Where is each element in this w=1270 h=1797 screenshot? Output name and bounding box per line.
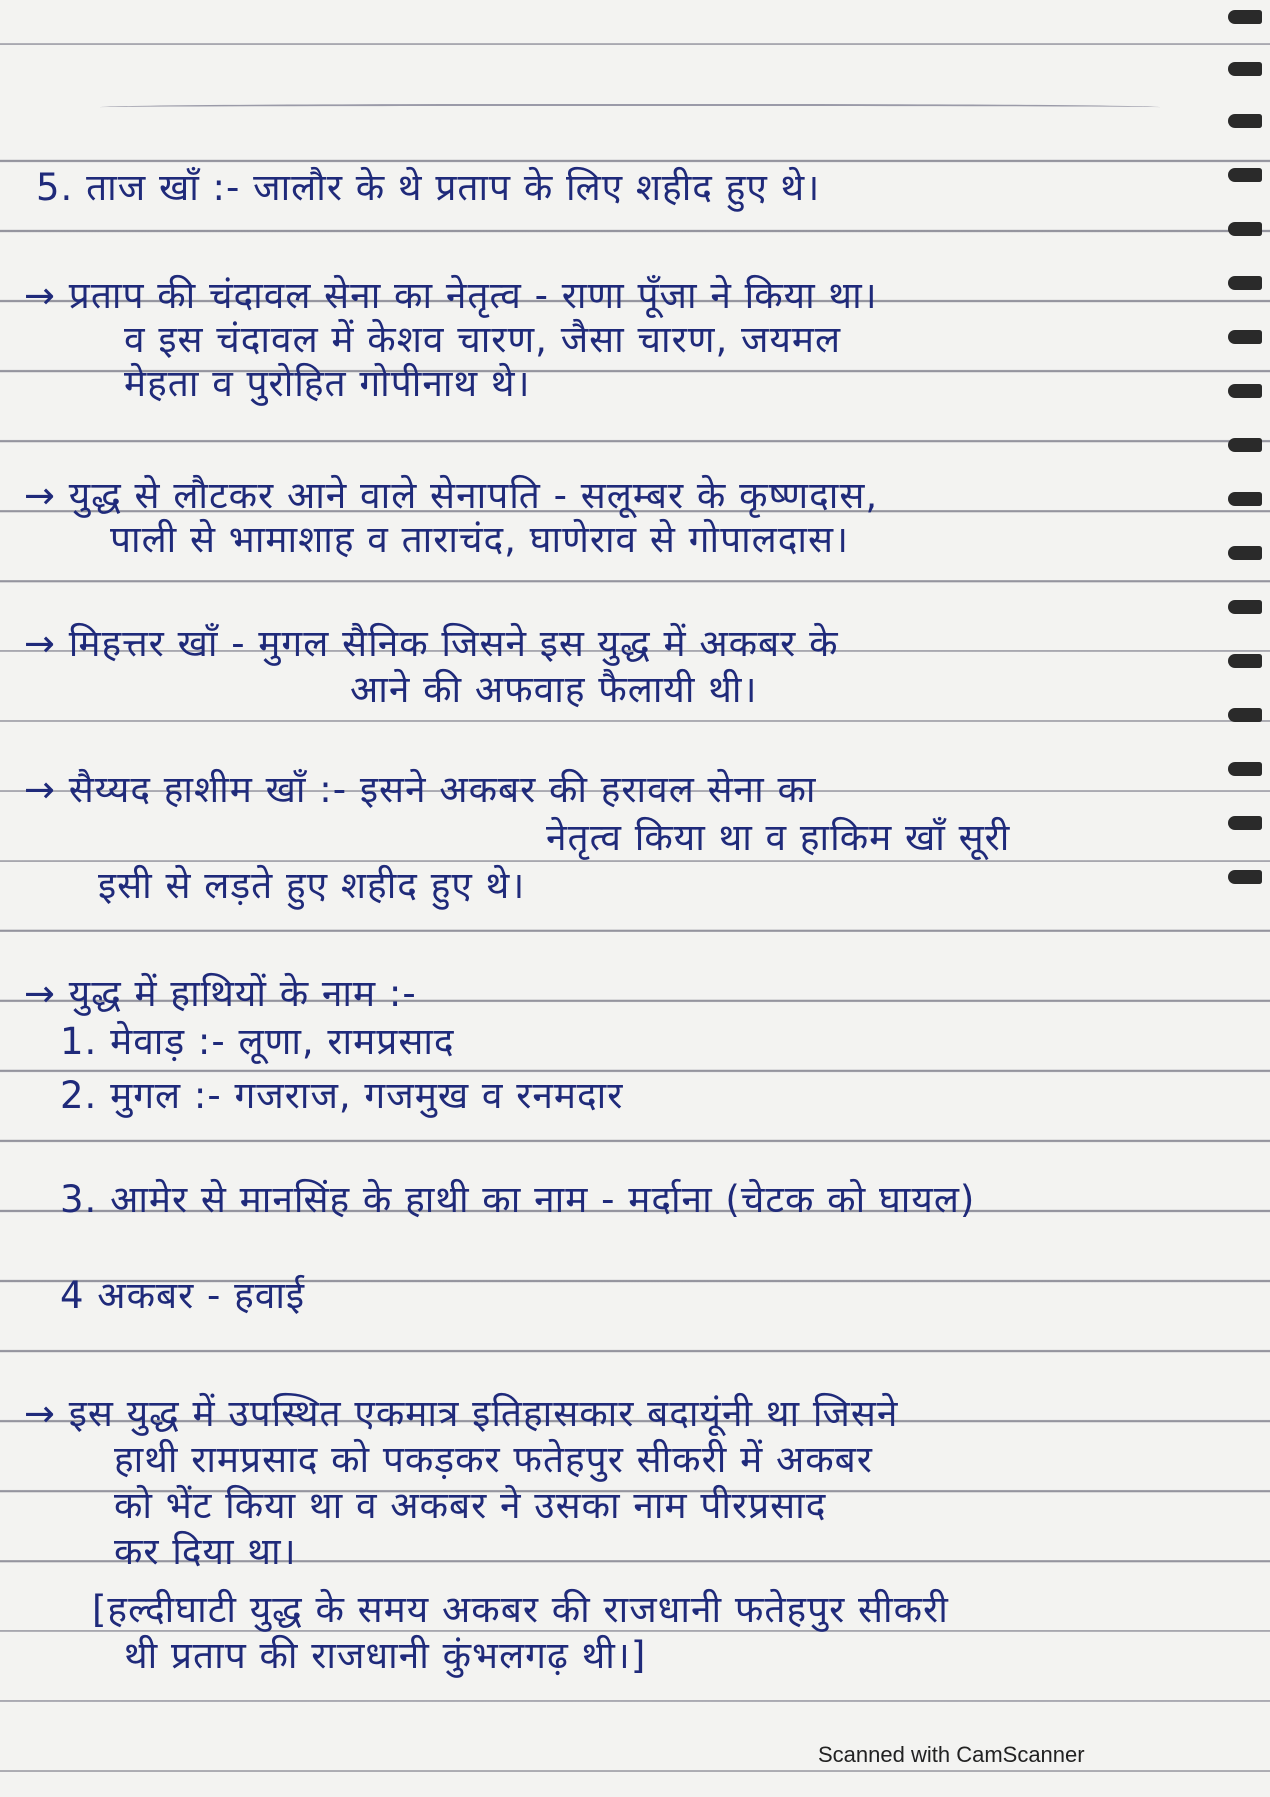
note-line: इसी से लड़ते हुए शहीद हुए थे।: [98, 864, 526, 907]
note-line: आने की अफवाह फैलायी थी।: [350, 668, 758, 711]
note-line: कर दिया था।: [114, 1530, 297, 1573]
note-line: → प्रताप की चंदावल सेना का नेतृत्व - राणा पूँजा ने किया था।: [24, 274, 878, 317]
note-line: → सैय्यद हाशीम खाँ :- इसने अकबर की हरावल सेना का: [24, 768, 817, 811]
note-line: को भेंट किया था व अकबर ने उसका नाम पीरप्रसाद: [114, 1484, 827, 1527]
scanner-watermark: Scanned with CamScanner: [818, 1742, 1085, 1767]
note-line: थी प्रताप की राजधानी कुंभलगढ़ थी।]: [124, 1634, 647, 1677]
note-line: 4 अकबर - हवाई: [60, 1274, 306, 1317]
note-line: 1. मेवाड़ :- लूणा, रामप्रसाद: [60, 1020, 455, 1063]
note-line: 2. मुगल :- गजराज, गजमुख व रनमदार: [60, 1074, 624, 1117]
note-line: [हल्दीघाटी युद्ध के समय अकबर की राजधानी फतेहपुर सीकरी: [92, 1588, 949, 1631]
note-line: पाली से भामाशाह व ताराचंद, घाणेराव से गोपालदास।: [110, 518, 850, 561]
note-line: → युद्ध में हाथियों के नाम :-: [24, 972, 417, 1015]
note-line: हाथी रामप्रसाद को पकड़कर फतेहपुर सीकरी में अकबर: [114, 1438, 873, 1481]
note-line: 3. आमेर से मानसिंह के हाथी का नाम - मर्दाना (चेटक को घायल): [60, 1178, 976, 1221]
note-line: 5. ताज खाँ :- जालौर के थे प्रताप के लिए शहीद हुए थे।: [36, 166, 821, 209]
note-line: → इस युद्ध में उपस्थित एकमात्र इतिहासकार बदायूंनी था जिसने: [24, 1392, 899, 1435]
note-line: नेतृत्व किया था व हाकिम खाँ सूरी: [546, 816, 1011, 859]
note-line: मेहता व पुरोहित गोपीनाथ थे।: [124, 362, 531, 405]
note-line: व इस चंदावल में केशव चारण, जैसा चारण, जयमल: [124, 318, 842, 361]
note-line: → मिहत्तर खाँ - मुगल सैनिक जिसने इस युद्ध में अकबर के: [24, 622, 839, 665]
note-line: → युद्ध से लौटकर आने वाले सेनापति - सलूम्बर के कृष्णदास,: [24, 474, 879, 517]
